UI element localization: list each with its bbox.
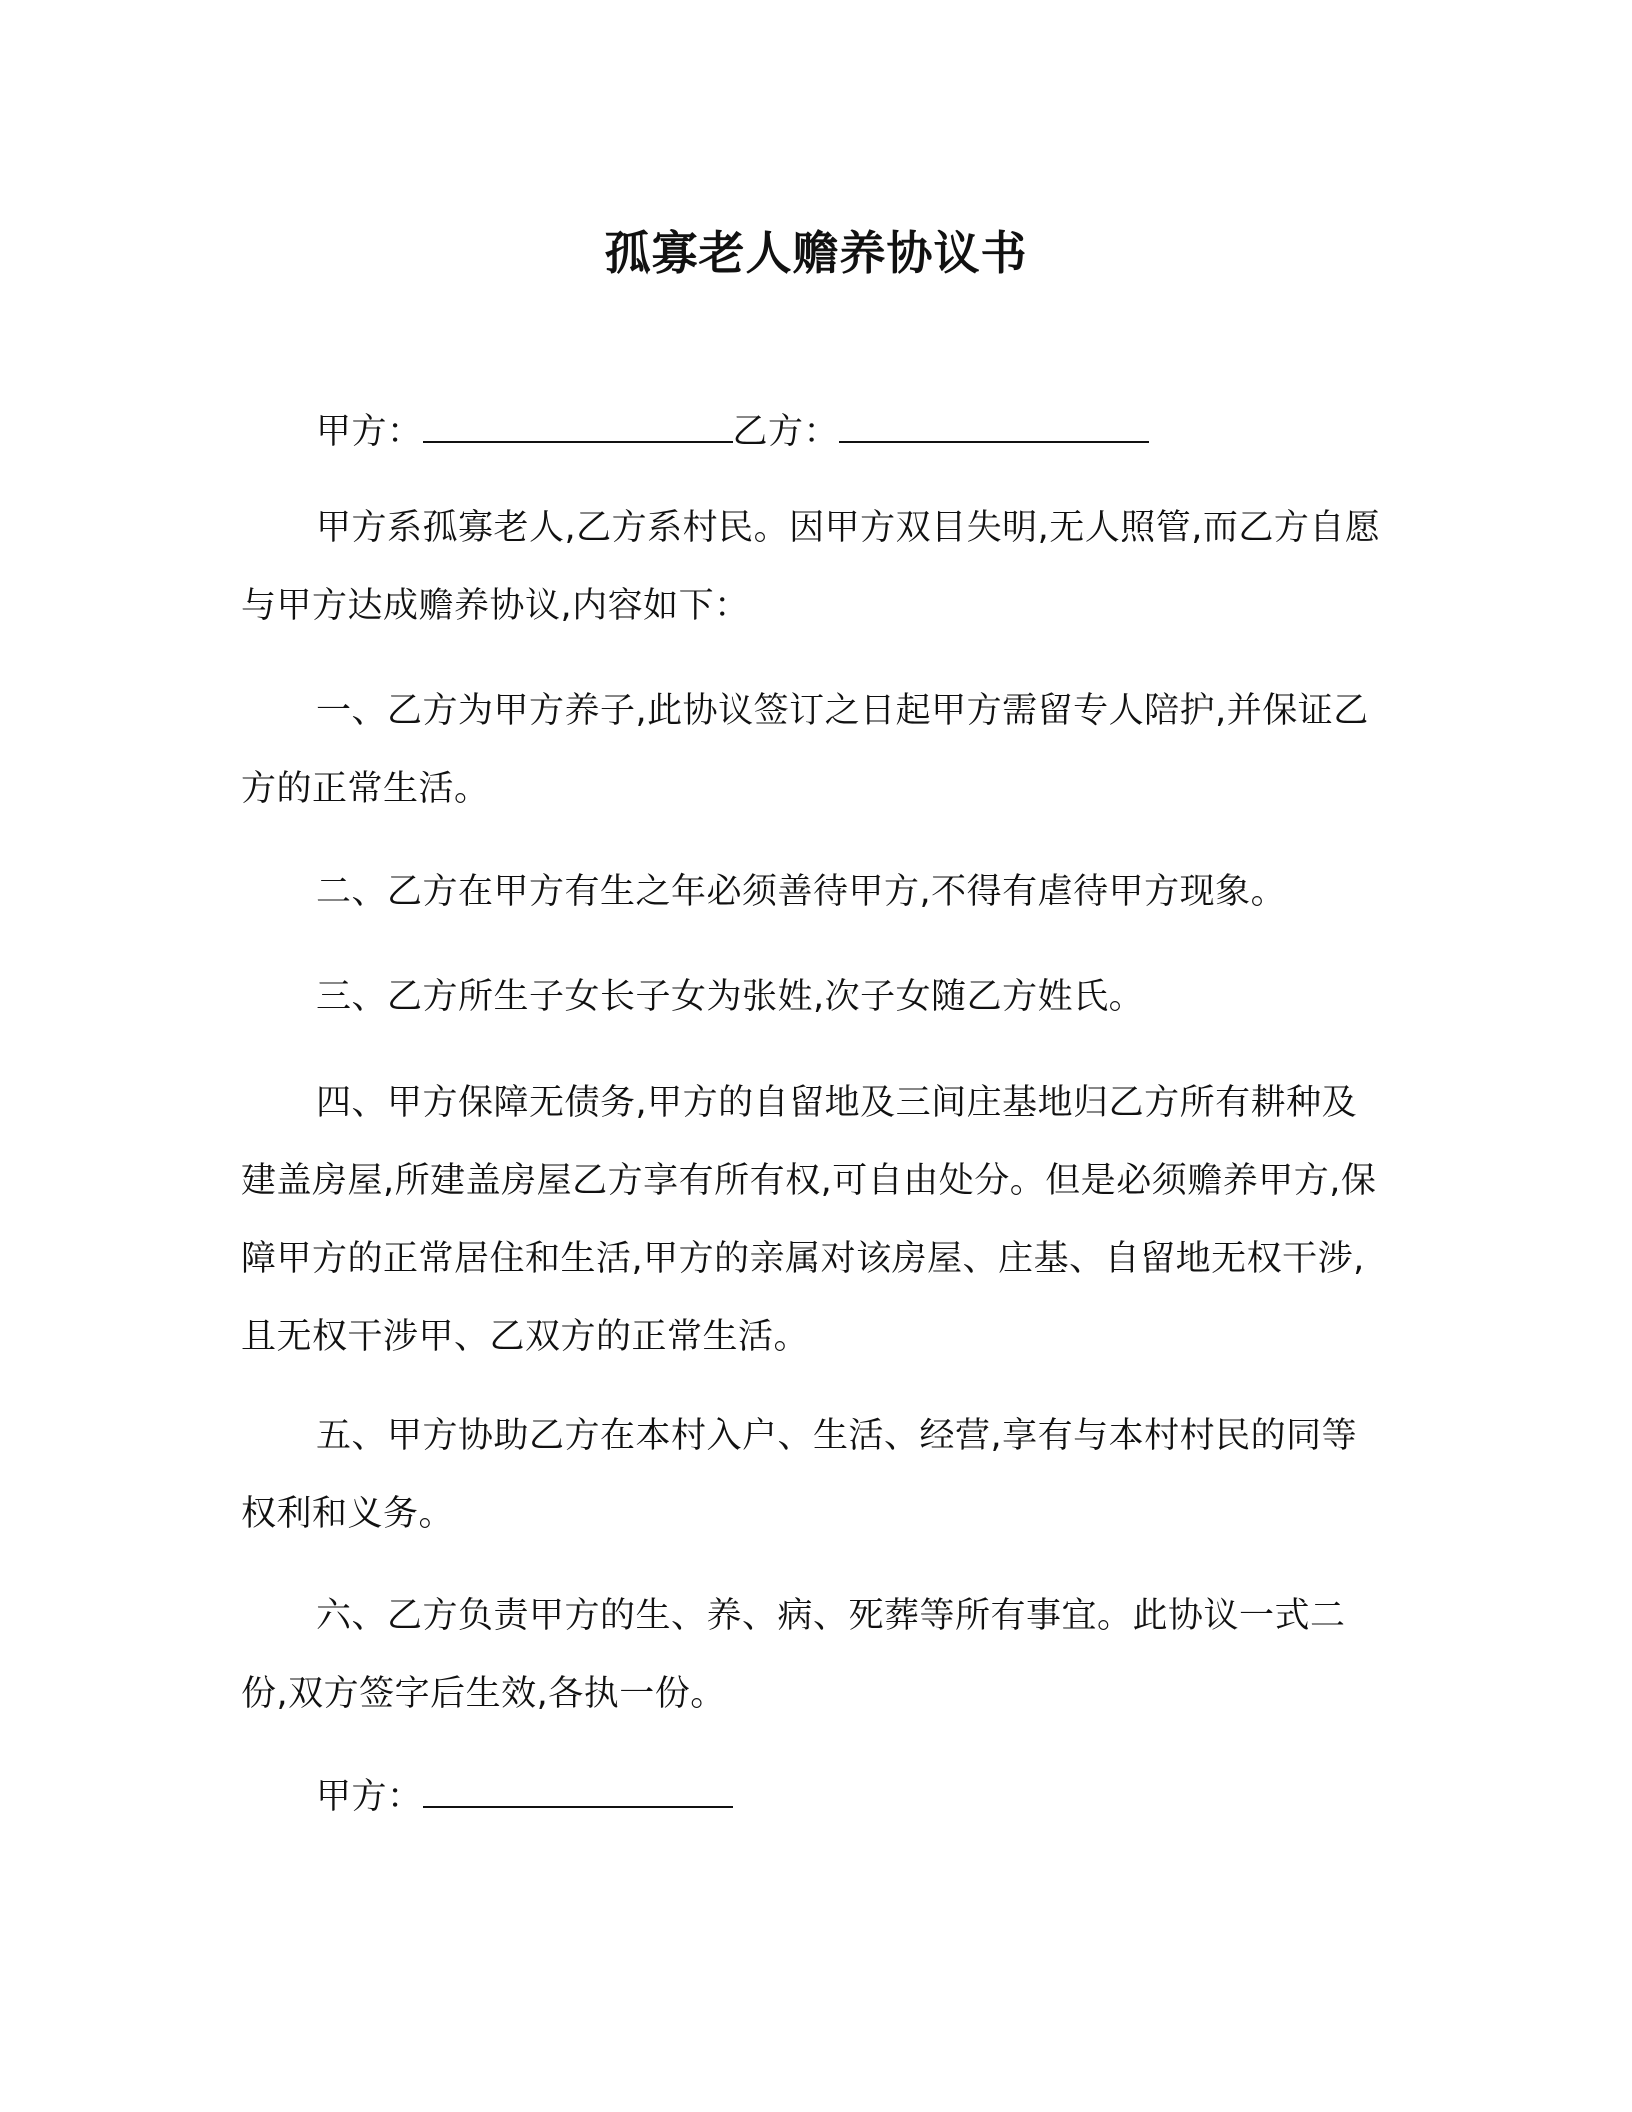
paragraph-clause-1: 一、乙方为甲方养子,此协议签订之日起甲方需留专人陪护,并保证乙方的正常生活。 [241,691,1369,809]
signature-party-a-blank [423,1775,733,1809]
clause-4 [241,1064,1386,1376]
paragraph-preamble: 甲方系孤寡老人,乙方系村民。因甲方双目失明,无人照管,而乙方自愿与甲方达成赡养协议,内容如下： [241,508,1381,626]
signature-party-a-label: 甲方： [316,1777,423,1817]
paragraph-clause-3: 三、乙方所生子女长子女为张姓,次子女随乙方姓氏。 [316,977,1145,1017]
party-b-blank [839,410,1149,444]
party-a-blank [423,410,733,444]
preamble-paragraph [241,489,1386,645]
paragraph-clause-6: 六、乙方负责甲方的生、养、病、死葬等所有事宜。此协议一式二份,双方签字后生效,各执一份。 [241,1596,1346,1714]
clause-5 [241,1397,1386,1553]
party-line-text [241,393,1386,471]
paragraph-clause-2: 二、乙方在甲方有生之年必须善待甲方,不得有虐待甲方现象。 [316,872,1287,912]
party-b-label: 乙方： [732,412,840,452]
party-line [241,393,1386,471]
clause-1 [241,672,1386,828]
document-title: 孤寡老人赡养协议书 [604,226,1028,280]
signature-line [241,1758,1386,1836]
clause-2 [241,853,1386,931]
signature-block [241,1758,1386,1836]
party-a-label: 甲方： [316,412,423,452]
paragraph-clause-5: 五、甲方协助乙方在本村入户、生活、经营,享有与本村村民的同等权利和义务。 [241,1416,1358,1534]
paragraph-clause-4: 四、甲方保障无债务,甲方的自留地及三间庄基地归乙方所有耕种及建盖房屋,所建盖房屋乙方享有所有权,可自由处分。但是必须赡养甲方,保障甲方的正常居住和生活,甲方的亲属对该房屋、庄基、自留地无权干涉,且无权干涉甲、乙双方的正常生活。 [241,1083,1377,1357]
clause-3 [241,958,1386,1036]
clause-6 [241,1577,1386,1733]
